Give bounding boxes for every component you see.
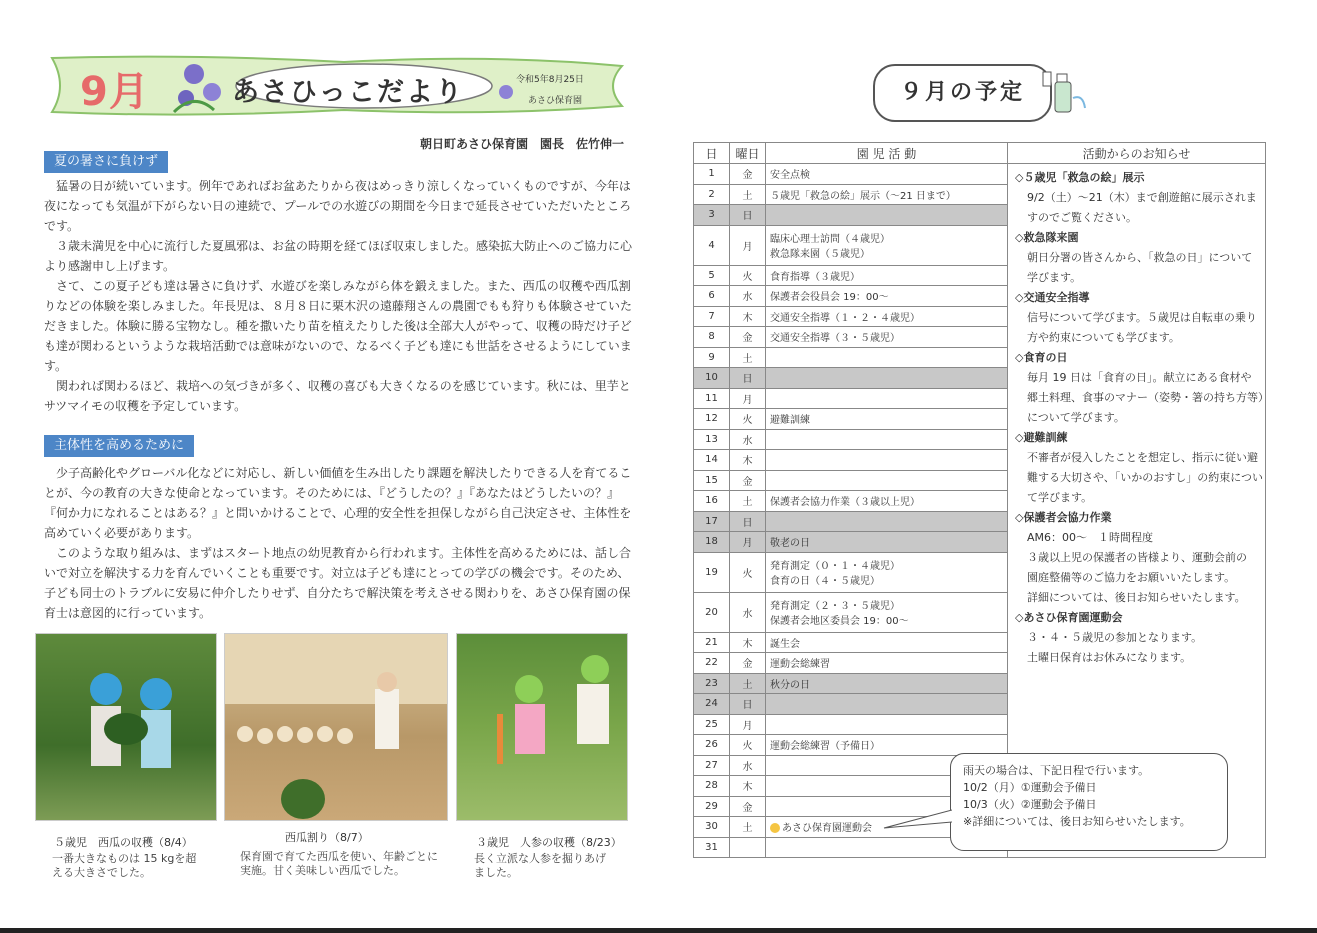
activity-cell bbox=[766, 552, 1008, 592]
rain-schedule-callout bbox=[950, 753, 1228, 851]
activity-cell bbox=[766, 368, 1008, 389]
notice-text: AM6：00～ １時間程度 bbox=[1027, 531, 1154, 544]
activity-text: 発育測定（２・３・５歳児） bbox=[770, 601, 900, 612]
notice-text: について学びます。 bbox=[1027, 411, 1125, 424]
notice-heading: ◇救急隊来園 bbox=[1015, 231, 1079, 244]
photo-carrot-harvest bbox=[456, 633, 628, 821]
day-cell: 27 bbox=[694, 755, 730, 776]
school-name: あさひ保育園 bbox=[528, 96, 583, 106]
activity-text: あさひ保育園運動会 bbox=[782, 823, 872, 835]
weekday-cell: 木 bbox=[730, 632, 766, 653]
day-cell: 5 bbox=[694, 265, 730, 286]
notice-text: 9/2（土）～21（木）まで創遊館に展示されま bbox=[1027, 191, 1257, 204]
schedule-title: ９月の予定 bbox=[873, 64, 1052, 122]
activity-text: 発育測定（０・１・４歳児） bbox=[770, 561, 900, 572]
activity-cell bbox=[766, 347, 1008, 368]
notice-text: 詳細については、後日お知らせいたします。 bbox=[1027, 591, 1246, 604]
notice-text: すのでご覧ください。 bbox=[1027, 211, 1137, 224]
weekday-cell: 木 bbox=[730, 306, 766, 327]
activity-cell bbox=[766, 470, 1008, 491]
day-cell: 12 bbox=[694, 409, 730, 430]
weekday-cell: 金 bbox=[730, 327, 766, 348]
day-cell: 7 bbox=[694, 306, 730, 327]
section-heading-autonomy: 主体性を高めるために bbox=[44, 435, 194, 457]
notice-text: 難する大切さや、「いかのおすし」の約束につい bbox=[1027, 471, 1264, 484]
day-cell: 4 bbox=[694, 225, 730, 265]
activity-text: 保護者会地区委員会 19：00～ bbox=[770, 616, 909, 627]
activity-cell bbox=[766, 491, 1008, 512]
weekday-cell: 火 bbox=[730, 409, 766, 430]
section-summer-body bbox=[44, 176, 632, 416]
weekday-cell: 火 bbox=[730, 265, 766, 286]
activity-text: 食育の日（４・５歳児） bbox=[770, 576, 880, 587]
activity-cell bbox=[766, 225, 1008, 265]
weekday-cell: 金 bbox=[730, 653, 766, 674]
activity-cell bbox=[766, 653, 1008, 674]
activity-cell bbox=[766, 306, 1008, 327]
activity-cell bbox=[766, 450, 1008, 471]
activity-text: 秋分の日 bbox=[770, 679, 810, 691]
section-autonomy-body bbox=[44, 463, 632, 623]
notice-text: 朝日分署の皆さんから、「救急の日」について bbox=[1027, 251, 1253, 264]
day-cell: 6 bbox=[694, 286, 730, 307]
activity-cell bbox=[766, 265, 1008, 286]
rain-line: 10/2（月）①運動会予備日 bbox=[963, 781, 1097, 794]
activity-cell bbox=[766, 429, 1008, 450]
day-cell: 11 bbox=[694, 388, 730, 409]
weekday-cell: 火 bbox=[730, 552, 766, 592]
day-cell: 30 bbox=[694, 817, 730, 838]
photo-title: ３歳児 人参の収穫（8/23） bbox=[476, 836, 622, 849]
photo-caption: 長く立派な人参を掘りあげました。 bbox=[474, 852, 606, 879]
section-heading-summer: 夏の暑さに負けず bbox=[44, 151, 168, 173]
photo-caption: 保育園で育てた西瓜を使い、年齢ごとに実施。甘く美味しい西瓜でした。 bbox=[240, 850, 438, 877]
activity-text: 食育指導（３歳児） bbox=[770, 271, 860, 283]
day-cell: 13 bbox=[694, 429, 730, 450]
notice-text: ３・４・５歳児の参加となります。 bbox=[1027, 631, 1203, 644]
table-header-row bbox=[694, 143, 1266, 164]
weekday-cell: 水 bbox=[730, 429, 766, 450]
day-cell: 28 bbox=[694, 776, 730, 797]
paragraph: 関われば関わるほど、栽培への気づきが多く、収穫の喜びも大きくなるのを感じています。秋には、里芋とサツマイモの収穫を予定しています。 bbox=[44, 379, 631, 413]
weekday-cell: 土 bbox=[730, 491, 766, 512]
notice-list bbox=[1015, 168, 1269, 668]
day-cell: 19 bbox=[694, 552, 730, 592]
newsletter-title: あさひっこだより bbox=[232, 77, 464, 108]
day-cell: 21 bbox=[694, 632, 730, 653]
rain-line: 10/3（火）②運動会予備日 bbox=[963, 798, 1097, 811]
notice-heading: ◇食育の日 bbox=[1015, 351, 1068, 364]
activity-cell bbox=[766, 714, 1008, 735]
weekday-cell: 火 bbox=[730, 735, 766, 756]
day-cell: 2 bbox=[694, 184, 730, 205]
notice-heading: ◇あさひ保育園運動会 bbox=[1015, 611, 1123, 624]
activity-cell bbox=[766, 184, 1008, 205]
notice-text: 土曜日保育はお休みになります。 bbox=[1027, 651, 1192, 664]
day-cell: 18 bbox=[694, 532, 730, 553]
weekday-cell: 水 bbox=[730, 592, 766, 632]
notice-text: 郷土料理、食事のマナー（姿勢・箸の持ち方等） bbox=[1027, 391, 1269, 404]
header-weekday: 曜日 bbox=[730, 143, 766, 164]
principal-signature: 朝日町あさひ保育園 園長 佐竹伸一 bbox=[420, 137, 625, 151]
day-cell: 3 bbox=[694, 205, 730, 226]
notice-heading: ◇５歳児「救急の絵」展示 bbox=[1015, 171, 1145, 184]
paragraph: さて、この夏子ども達は暑さに負けず、水遊びを楽しみながら体を鍛えました。また、西瓜の収穫や西瓜割りなどの体験を楽しみました。年長児は、８月８日に栗木沢の遠藤翔さんの農園でもも狩りも体験させていただきました。体験に勝る宝物なし。種を撒いたり苗を植えたりした後は全部大人がやって、収穫の時だけ子ども達が関わるというような栽培活動では意味がないので、なるべく子ども達にも世話をさせるようにしています。 bbox=[44, 279, 633, 373]
notice-text: ３歳以上児の保護者の皆様より、運動会前の bbox=[1027, 551, 1247, 564]
header-notice: 活動からのお知らせ bbox=[1008, 143, 1266, 164]
day-cell: 25 bbox=[694, 714, 730, 735]
activity-cell bbox=[766, 694, 1008, 715]
day-cell: 8 bbox=[694, 327, 730, 348]
activity-text: 誕生会 bbox=[770, 638, 800, 650]
weekday-cell: 月 bbox=[730, 388, 766, 409]
day-cell: 24 bbox=[694, 694, 730, 715]
photo-watermelon-splitting bbox=[224, 633, 448, 821]
paragraph: 少子高齢化やグローバル化などに対応し、新しい価値を生み出したり課題を解決したりできる人を育てることが、今の教育の大きな使命となっています。そのためには、『どうしたの？』『あなたはどうしたいの？』『何か力になれることはある？』と問いかけることで、心理的安全性を担保しながら自己決定させ、主体性を高めていく必要があります。 bbox=[44, 466, 632, 540]
activity-cell bbox=[766, 735, 1008, 756]
activity-text: 敬老の日 bbox=[770, 538, 810, 550]
notice-text: 方や約束についても学びます。 bbox=[1027, 331, 1180, 344]
banner-month: 9月 bbox=[80, 69, 150, 115]
notice-heading: ◇保護者会協力作業 bbox=[1015, 511, 1112, 524]
activity-cell bbox=[766, 632, 1008, 653]
activity-text: 救急隊来園（５歳児） bbox=[770, 249, 870, 260]
bottom-border bbox=[0, 928, 1317, 933]
rain-line: 雨天の場合は、下記日程で行います。 bbox=[963, 764, 1150, 777]
day-cell: 15 bbox=[694, 470, 730, 491]
day-cell: 14 bbox=[694, 450, 730, 471]
issue-date: 令和5年8月25日 bbox=[516, 75, 584, 85]
weekday-cell: 木 bbox=[730, 776, 766, 797]
weekday-cell: 月 bbox=[730, 532, 766, 553]
photo-caption: 一番大きなものは 15 kgを超える大きさでした。 bbox=[52, 852, 197, 879]
callout-pointer bbox=[880, 806, 952, 834]
activity-text: 保護者会役員会 19：00～ bbox=[770, 292, 889, 304]
activity-text: 保護者会協力作業（３歳以上児） bbox=[770, 497, 920, 509]
activity-cell bbox=[766, 511, 1008, 532]
paragraph: 猛暑の日が続いています。例年であればお盆あたりから夜はめっきり涼しくなっていくものですが、今年は夜になっても気温が下がらない日の連続で、プールでの水遊びの期間を今日まで延長させていただいたところです。 bbox=[44, 179, 632, 233]
activity-cell bbox=[766, 205, 1008, 226]
weekday-cell: 金 bbox=[730, 470, 766, 491]
notice-text: 学びます。 bbox=[1027, 271, 1082, 284]
flower-icon bbox=[770, 823, 780, 833]
weekday-cell: 金 bbox=[730, 164, 766, 185]
day-cell: 29 bbox=[694, 796, 730, 817]
weekday-cell bbox=[730, 837, 766, 858]
activity-cell bbox=[766, 592, 1008, 632]
rain-line: ※詳細については、後日お知らせいたします。 bbox=[963, 815, 1191, 828]
notice-text: 信号について学びます。５歳児は自転車の乗り bbox=[1027, 311, 1257, 324]
paragraph: このような取り組みは、まずはスタート地点の幼児教育から行われます。主体性を高めるためには、話し合いで対立を解決する力を育んでいくことも重要です。対立は子ども達にとっての学びの機会です。そのため、子ども同士のトラブルに安易に仲介したりせず、自分たちで解決策を考えさせる関わりを、あさひ保育園の保育士は意図的に行っています。 bbox=[44, 546, 632, 620]
activity-cell bbox=[766, 409, 1008, 430]
activity-text: 運動会総練習 bbox=[770, 659, 830, 671]
weekday-cell: 金 bbox=[730, 796, 766, 817]
header-activity: 園 児 活 動 bbox=[766, 143, 1008, 164]
notice-text: 園庭整備等のご協力をお願いいたします。 bbox=[1027, 571, 1236, 584]
activity-text: 安全点検 bbox=[770, 170, 810, 182]
activity-text: 避難訓練 bbox=[770, 415, 810, 427]
day-cell: 26 bbox=[694, 735, 730, 756]
weekday-cell: 土 bbox=[730, 184, 766, 205]
activity-cell bbox=[766, 532, 1008, 553]
day-cell: 16 bbox=[694, 491, 730, 512]
activity-text: 交通安全指導（３・５歳児） bbox=[770, 333, 900, 345]
weekday-cell: 日 bbox=[730, 694, 766, 715]
paragraph: ３歳未満児を中心に流行した夏風邪は、お盆の時期を経てほぼ収束しました。感染拡大防止へのご協力に心より感謝申し上げます。 bbox=[44, 239, 633, 273]
notice-text: 不審者が侵入したことを想定し、指示に従い避 bbox=[1027, 451, 1258, 464]
photo-title: ５歳児 西瓜の収穫（8/4） bbox=[54, 836, 193, 849]
day-cell: 1 bbox=[694, 164, 730, 185]
day-cell: 10 bbox=[694, 368, 730, 389]
weekday-cell: 月 bbox=[730, 714, 766, 735]
weekday-cell: 土 bbox=[730, 673, 766, 694]
activity-text: 交通安全指導（１・２・４歳児） bbox=[770, 312, 920, 324]
weekday-cell: 水 bbox=[730, 286, 766, 307]
notice-text: 毎月 19 日は「食育の日」。献立にある食材や bbox=[1027, 371, 1252, 384]
activity-text: 臨床心理士訪問（４歳児） bbox=[770, 234, 890, 245]
day-cell: 22 bbox=[694, 653, 730, 674]
photo-watermelon-harvest bbox=[35, 633, 217, 821]
activity-cell bbox=[766, 673, 1008, 694]
weekday-cell: 水 bbox=[730, 755, 766, 776]
header-day: 日 bbox=[694, 143, 730, 164]
notice-text: て学びます。 bbox=[1027, 491, 1093, 504]
day-cell: 23 bbox=[694, 673, 730, 694]
weekday-cell: 日 bbox=[730, 368, 766, 389]
activity-cell bbox=[766, 164, 1008, 185]
weekday-cell: 木 bbox=[730, 450, 766, 471]
cleaning-spray-icon bbox=[1035, 68, 1090, 120]
day-cell: 17 bbox=[694, 511, 730, 532]
activity-cell bbox=[766, 327, 1008, 348]
weekday-cell: 土 bbox=[730, 817, 766, 838]
activity-cell bbox=[766, 388, 1008, 409]
day-cell: 31 bbox=[694, 837, 730, 858]
day-cell: 9 bbox=[694, 347, 730, 368]
activity-text: 運動会総練習（予備日） bbox=[770, 741, 880, 753]
day-cell: 20 bbox=[694, 592, 730, 632]
weekday-cell: 土 bbox=[730, 347, 766, 368]
weekday-cell: 日 bbox=[730, 511, 766, 532]
activity-text: ５歳児「救急の絵」展示（～21 日まで） bbox=[770, 190, 956, 202]
activity-cell bbox=[766, 286, 1008, 307]
notice-heading: ◇交通安全指導 bbox=[1015, 291, 1090, 304]
weekday-cell: 月 bbox=[730, 225, 766, 265]
weekday-cell: 日 bbox=[730, 205, 766, 226]
photo-title: 西瓜割り（8/7） bbox=[285, 831, 369, 844]
notice-heading: ◇避難訓練 bbox=[1015, 431, 1068, 444]
